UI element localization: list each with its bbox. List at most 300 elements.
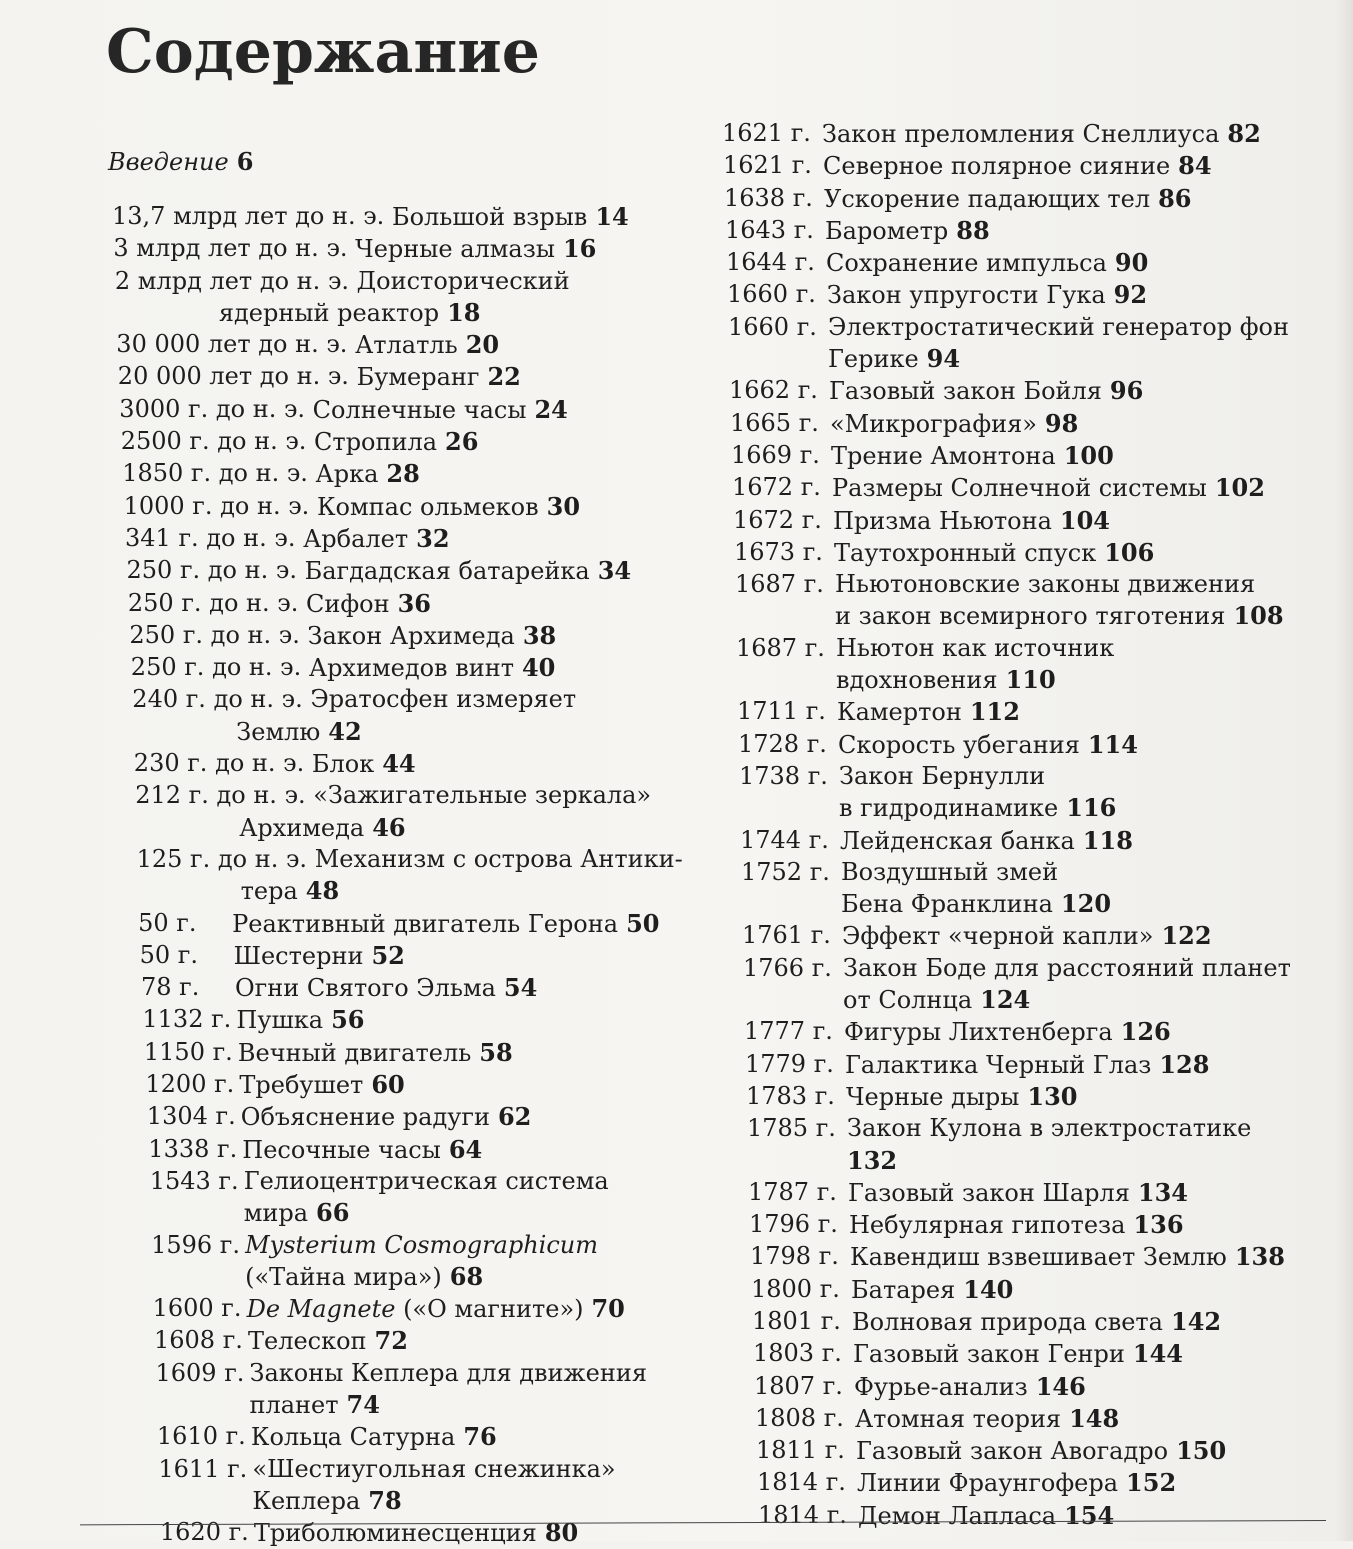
entry-date: 1600 г. <box>152 1294 242 1323</box>
entry-topic <box>850 1241 1350 1273</box>
entry-title: Фигуры Лихтенберга <box>844 1018 1113 1047</box>
toc-entry <box>150 1166 740 1230</box>
toc-entry <box>151 1230 741 1294</box>
entry-page-number: 142 <box>1171 1306 1222 1336</box>
entry-topic <box>241 1101 721 1133</box>
entry-page-number: 28 <box>386 459 420 489</box>
entry-page-number: 106 <box>1104 537 1155 567</box>
entry-date: 1766 г. <box>743 953 832 982</box>
entry-topic <box>826 247 1326 279</box>
entry-date: 250 г. до н. э. <box>127 588 299 617</box>
entry-title: Компас ольмеков <box>316 492 539 521</box>
entry-page-number: 60 <box>371 1070 405 1100</box>
toc-entry <box>138 908 728 940</box>
entry-title: Закон Архимеда <box>307 621 515 650</box>
entry-title: Большой взрыв <box>391 203 588 231</box>
entry-title: Газовый закон Авогадро <box>856 1437 1169 1466</box>
toc-entry <box>113 233 703 265</box>
entry-title: Галактика Черный Глаз <box>845 1050 1152 1079</box>
entry-title: Газовый закон Бойля <box>829 377 1102 406</box>
entry-topic <box>846 1081 1346 1113</box>
toc-entry <box>154 1325 744 1357</box>
page-title: Содержание <box>106 17 540 87</box>
entry-date: 1596 г. <box>151 1230 241 1259</box>
entry-page-number: 112 <box>969 697 1020 727</box>
entry-topic <box>307 622 556 650</box>
toc-entry <box>741 857 1351 921</box>
entry-date: 1672 г. <box>733 505 822 534</box>
toc-entry <box>115 266 705 330</box>
entry-topic <box>839 761 1339 825</box>
intro-label: Введение <box>108 148 229 176</box>
entry-title: Северное полярное сияние <box>823 152 1171 181</box>
entry-date: 3 млрд лет до н. э. <box>113 234 348 263</box>
entry-page-number: 50 <box>626 908 660 938</box>
entry-topic <box>828 312 1328 376</box>
entry-title: Батарея <box>851 1275 956 1304</box>
entry-topic <box>306 590 431 618</box>
entry-date: 78 г. <box>141 973 200 1002</box>
toc-entry <box>125 523 715 555</box>
entry-page-number: 66 <box>316 1198 350 1228</box>
entry-date: 1814 г. <box>758 1500 847 1529</box>
entry-title-cont: в гидродинамике <box>839 794 1059 823</box>
entry-topic <box>392 203 629 231</box>
entry-date: 1673 г. <box>734 537 823 566</box>
entry-page-number: 148 <box>1069 1403 1120 1433</box>
toc-entry <box>137 844 727 908</box>
entry-date: 1638 г. <box>724 183 813 212</box>
entry-title-cont: ядерный реактор <box>218 298 440 327</box>
entry-page-number: 92 <box>1113 280 1148 310</box>
entry-title-cont: Кеплера <box>252 1486 361 1515</box>
entry-page-number: 86 <box>1158 183 1192 213</box>
entry-topic <box>251 1421 731 1453</box>
entry-page-number: 38 <box>522 620 557 650</box>
entry-page-number: 128 <box>1159 1049 1210 1079</box>
entry-page-number: 16 <box>562 234 597 264</box>
entry-topic <box>822 118 1322 150</box>
toc-entry <box>731 440 1341 472</box>
entry-topic <box>242 1134 722 1166</box>
entry-title: Фурье-анализ <box>854 1372 1028 1401</box>
entry-date: 250 г. до н. э. <box>126 556 297 585</box>
entry-topic <box>314 428 478 456</box>
entry-title: Воздушный змей <box>841 857 1059 886</box>
entry-date: 1783 г. <box>746 1081 835 1110</box>
entry-page-number: 88 <box>956 215 990 245</box>
entry-date: 1608 г. <box>154 1326 243 1355</box>
entry-date: 1669 г. <box>731 440 820 469</box>
toc-entry <box>733 505 1343 537</box>
entry-date: 1752 г. <box>741 857 830 886</box>
entry-date: 1610 г. <box>156 1422 246 1451</box>
entry-page-number: 44 <box>382 749 416 779</box>
entry-page-number: 130 <box>1027 1081 1078 1111</box>
entry-topic <box>853 1338 1353 1370</box>
entry-date: 1662 г. <box>729 376 818 405</box>
entry-page-number: 18 <box>447 297 481 327</box>
entry-topic <box>844 1016 1344 1048</box>
entry-topic <box>316 460 420 488</box>
entry-continuation <box>841 888 1341 920</box>
entry-title: Солнечные часы <box>312 395 527 424</box>
entry-date: 1672 г. <box>732 473 821 502</box>
entry-topic <box>827 279 1327 311</box>
entry-date: 1798 г. <box>750 1242 839 1271</box>
entry-topic <box>244 1166 724 1230</box>
toc-entry <box>723 150 1333 182</box>
toc-entry <box>122 458 712 490</box>
entry-topic <box>858 1500 1353 1532</box>
entry-page-number: 126 <box>1120 1017 1171 1047</box>
toc-entry <box>753 1338 1353 1370</box>
entry-page-number: 64 <box>448 1134 483 1164</box>
entry-date: 1132 г. <box>142 1005 232 1034</box>
entry-title: Волновая природа света <box>852 1307 1163 1336</box>
entry-page-number: 134 <box>1137 1177 1189 1207</box>
entry-topic <box>355 235 596 263</box>
toc-entry <box>132 684 722 748</box>
toc-entry <box>754 1371 1353 1403</box>
toc-entry <box>134 748 724 780</box>
entry-title-cont: Герике <box>828 345 919 374</box>
entry-date: 1687 г. <box>736 633 825 662</box>
entry-title: Законы Кеплера для движения <box>249 1358 647 1387</box>
toc-entry <box>156 1358 746 1422</box>
toc-entry <box>116 329 706 361</box>
entry-title: Демон Лапласа <box>858 1501 1057 1530</box>
entry-page-number: 42 <box>328 716 362 746</box>
entry-title: Газовый закон Шарля <box>848 1178 1130 1207</box>
entry-title: Закон упругости Гука <box>827 281 1106 310</box>
entry-continuation <box>843 984 1343 1016</box>
toc-entry <box>153 1293 743 1325</box>
entry-page-number: 54 <box>503 973 538 1003</box>
toc-entry <box>121 426 711 458</box>
entry-date: 50 г. <box>138 908 197 937</box>
entry-date: 1304 г. <box>146 1102 236 1131</box>
entry-date: 30 000 лет до н. э. <box>116 330 348 359</box>
entry-page-number: 36 <box>397 588 431 618</box>
entry-page-number: 82 <box>1227 119 1261 148</box>
entry-date: 1644 г. <box>726 248 815 277</box>
entry-page-number: 132 <box>847 1145 898 1175</box>
entry-page-number: 98 <box>1044 408 1079 438</box>
entry-date: 1785 г. <box>747 1114 836 1143</box>
entry-page-number: 90 <box>1114 248 1149 278</box>
entry-continuation <box>132 716 722 748</box>
toc-entry <box>757 1467 1353 1499</box>
entry-topic <box>238 1037 718 1069</box>
entry-page-number: 72 <box>374 1326 408 1356</box>
entry-title: Черные алмазы <box>355 235 555 264</box>
toc-entry <box>158 1454 748 1518</box>
toc-entry <box>157 1421 747 1453</box>
toc-entry <box>736 633 1346 697</box>
toc-entry <box>758 1500 1353 1532</box>
entry-page-number: 124 <box>980 985 1031 1015</box>
entry-title: Закон Кулона в электростатике <box>847 1114 1252 1143</box>
entry-title: Лейденская банка <box>840 826 1075 855</box>
toc-entry <box>735 569 1345 633</box>
entry-topic <box>823 150 1323 182</box>
entry-page-number: 14 <box>595 202 629 231</box>
entry-topic <box>305 557 632 585</box>
entry-title: Эратосфен измеряет <box>310 685 577 714</box>
entry-date: 20 000 лет до н. э. <box>117 362 349 391</box>
toc-entry <box>135 780 725 844</box>
entry-date: 1687 г. <box>735 570 824 599</box>
entry-continuation <box>828 343 1328 375</box>
entry-page-number: 32 <box>416 523 450 553</box>
toc-entry <box>738 729 1348 761</box>
entry-page-number: 48 <box>305 876 340 906</box>
entry-topic <box>312 750 416 778</box>
entry-title: Размеры Солнечной системы <box>832 474 1207 503</box>
entry-continuation <box>847 1145 1347 1177</box>
toc-entry <box>749 1209 1353 1241</box>
entry-page-number: 152 <box>1126 1468 1177 1498</box>
entry-topic <box>856 1435 1353 1467</box>
entry-page-number: 118 <box>1082 825 1133 855</box>
toc-entry <box>756 1435 1353 1467</box>
entry-continuation <box>836 664 1336 696</box>
toc-entry <box>751 1274 1353 1306</box>
toc-entry <box>129 620 719 652</box>
entry-title-cont: («Тайна мира») <box>245 1262 442 1291</box>
entry-topic <box>831 440 1331 472</box>
entry-topic <box>824 183 1324 215</box>
entry-page-number: 116 <box>1066 793 1117 823</box>
entry-continuation <box>115 297 705 329</box>
entry-title: Механизм с острова Антики- <box>314 844 683 873</box>
entry-title: Требушет <box>239 1071 364 1100</box>
entry-page-number: 96 <box>1109 376 1144 406</box>
entry-title-cont: Бена Франклина <box>841 890 1053 919</box>
toc-entry <box>118 361 708 393</box>
toc-entry <box>745 1049 1353 1081</box>
entry-page-number: 110 <box>1005 665 1056 695</box>
entry-page-number: 150 <box>1176 1436 1227 1466</box>
entry-date: 13,7 млрд лет до н. э. <box>112 202 385 230</box>
entry-continuation <box>245 1261 725 1293</box>
entry-date: 2 млрд лет до н. э. <box>114 266 350 295</box>
entry-title: Закон преломления Снеллиуса <box>822 120 1220 148</box>
toc-entry <box>746 1081 1353 1113</box>
entry-page-number: 22 <box>487 362 521 392</box>
entry-date: 125 г. до н. э. <box>136 844 308 873</box>
entry-topic <box>239 1069 719 1101</box>
entry-continuation <box>137 875 727 907</box>
entry-page-number: 122 <box>1161 921 1212 951</box>
entry-topic <box>834 537 1334 569</box>
entry-topic <box>838 729 1338 761</box>
entry-topic <box>250 1358 730 1422</box>
entry-date: 1621 г. <box>723 151 812 180</box>
entry-page-number: 154 <box>1064 1500 1115 1530</box>
toc-entry <box>124 491 714 523</box>
entry-page-number: 84 <box>1178 151 1212 181</box>
entry-title: Объяснение радуги <box>240 1103 490 1132</box>
entry-date: 1738 г. <box>739 761 828 790</box>
entry-title: Багдадская батарейка <box>304 557 590 586</box>
toc-entry <box>148 1134 738 1166</box>
entry-title: Арбалет <box>303 524 409 553</box>
entry-page-number: 94 <box>926 344 961 374</box>
toc-entry <box>726 247 1336 279</box>
entry-page-number: 74 <box>346 1389 380 1419</box>
entry-page-number: 52 <box>371 940 405 970</box>
entry-title-rest: («О магните») <box>403 1295 584 1324</box>
entry-topic <box>841 857 1341 921</box>
entry-page-number: 70 <box>591 1294 625 1324</box>
toc-entry <box>119 394 709 426</box>
entry-topic <box>829 375 1329 407</box>
entry-page-number: 100 <box>1063 440 1114 470</box>
entry-date: 1800 г. <box>751 1274 840 1303</box>
entry-title: Закон Бернулли <box>839 761 1046 790</box>
entry-page-number: 146 <box>1035 1371 1086 1401</box>
entry-topic <box>833 505 1333 537</box>
entry-title: Кольца Сатурна <box>250 1423 456 1452</box>
toc-entry <box>729 375 1339 407</box>
entry-topic <box>248 1325 728 1357</box>
toc-entry <box>730 408 1340 440</box>
entry-date: 1200 г. <box>145 1070 235 1099</box>
toc-entry <box>748 1177 1353 1209</box>
toc-entry <box>739 761 1349 825</box>
entry-date: 1711 г. <box>737 697 826 726</box>
toc-column-left <box>112 201 702 1549</box>
entry-page-number: 136 <box>1133 1210 1184 1240</box>
entry-date: 1796 г. <box>749 1210 838 1239</box>
entry-title: Блок <box>311 750 375 779</box>
toc-entry <box>728 312 1338 376</box>
entry-topic <box>849 1209 1349 1241</box>
entry-date: 1808 г. <box>755 1403 844 1432</box>
entry-title: Линии Фраунгофера <box>857 1469 1119 1498</box>
toc-entry <box>722 118 1332 150</box>
entry-date: 1811 г. <box>756 1436 845 1465</box>
toc-entry <box>140 940 730 972</box>
entry-date: 1779 г. <box>745 1049 834 1078</box>
entry-title-italic: Mysterium Cosmographicum <box>245 1230 599 1259</box>
entry-date: 1543 г. <box>149 1166 239 1195</box>
entry-date: 1620 г. <box>159 1518 249 1547</box>
entry-page-number: 62 <box>497 1102 532 1132</box>
entry-date: 2500 г. до н. э. <box>120 427 307 456</box>
entry-date: 3000 г. до н. э. <box>119 394 306 423</box>
entry-title: Огни Святого Эльма <box>235 974 496 1003</box>
entry-title: Таутохронный спуск <box>834 538 1097 567</box>
toc-entry <box>744 1016 1353 1048</box>
toc-entry <box>752 1306 1353 1338</box>
entry-title-cont: вдохновения <box>836 666 998 695</box>
entry-title: Барометр <box>825 216 949 245</box>
entry-date: 1150 г. <box>143 1037 233 1066</box>
entry-continuation <box>835 600 1335 632</box>
entry-title: Гелиоцентрическая система <box>243 1166 609 1195</box>
entry-topic <box>857 1467 1353 1499</box>
entry-date: 1744 г. <box>740 825 829 854</box>
entry-topic <box>840 825 1340 857</box>
entry-title: Ньютоновские законы движения <box>835 570 1256 599</box>
entry-title: Черные дыры <box>846 1082 1020 1111</box>
entry-page-number: 120 <box>1060 889 1112 919</box>
entry-title: Скорость убегания <box>838 730 1080 759</box>
entry-date: 1000 г. до н. э. <box>123 491 310 520</box>
entry-title: Кавендиш взвешивает Землю <box>850 1243 1227 1272</box>
entry-topic <box>851 1274 1351 1306</box>
entry-title: Атомная теория <box>855 1404 1062 1433</box>
entry-topic <box>848 1177 1348 1209</box>
entry-topic <box>303 525 449 553</box>
entry-date: 1803 г. <box>753 1339 842 1368</box>
toc-entry <box>145 1069 735 1101</box>
entry-date: 1807 г. <box>754 1371 843 1400</box>
toc-entry <box>725 215 1335 247</box>
entry-topic <box>232 908 712 940</box>
toc-entry <box>742 920 1352 952</box>
entry-title: Закон Боде для расстояний планет <box>843 953 1291 982</box>
entry-title: Телескоп <box>248 1327 367 1356</box>
toc-entry <box>740 825 1350 857</box>
entry-page-number: 26 <box>445 427 479 457</box>
entry-date: 1643 г. <box>725 215 814 244</box>
entry-continuation <box>839 792 1339 824</box>
entry-page-number: 68 <box>449 1261 484 1291</box>
entry-date: 1777 г. <box>744 1017 833 1046</box>
entry-date: 1850 г. до н. э. <box>122 459 308 488</box>
entry-title: Триболюминесценция <box>253 1519 537 1548</box>
entry-continuation <box>135 812 725 844</box>
toc-entry <box>128 588 718 620</box>
entry-page-number: 80 <box>544 1518 579 1548</box>
entry-date: 1728 г. <box>738 729 827 758</box>
entry-continuation <box>244 1197 724 1229</box>
entry-title: Арка <box>315 460 379 489</box>
toc-entry <box>727 279 1337 311</box>
entry-topic <box>235 972 715 1004</box>
toc-entry <box>743 953 1353 1017</box>
entry-title-cont: мира <box>243 1199 309 1228</box>
entry-date: 1611 г. <box>158 1454 248 1483</box>
entry-topic <box>836 633 1336 697</box>
entry-topic <box>852 1306 1352 1338</box>
entry-title: Реактивный двигатель Герона <box>232 909 619 938</box>
entry-title: Ускорение падающих тел <box>824 184 1151 213</box>
entry-date: 250 г. до н. э. <box>129 620 300 649</box>
entry-page-number: 144 <box>1132 1339 1184 1369</box>
entry-topic <box>357 363 521 391</box>
entry-title: Сифон <box>305 589 390 618</box>
entry-title-cont: тера <box>240 877 298 906</box>
entry-topic <box>843 953 1343 1017</box>
entry-page-number: 46 <box>372 812 406 842</box>
entry-page-number: 78 <box>368 1485 402 1515</box>
entry-date: 1621 г. <box>722 119 811 147</box>
entry-topic <box>832 472 1332 504</box>
entry-title: Газовый закон Генри <box>853 1340 1125 1369</box>
toc-entry <box>141 972 731 1004</box>
entry-title-cont: Архимеда <box>239 813 365 842</box>
entry-date: 1787 г. <box>748 1177 837 1206</box>
entry-date: 240 г. до н. э. <box>132 685 303 714</box>
entry-page-number: 108 <box>1233 601 1284 631</box>
entry-page-number: 30 <box>546 491 581 521</box>
entry-topic <box>835 569 1335 633</box>
